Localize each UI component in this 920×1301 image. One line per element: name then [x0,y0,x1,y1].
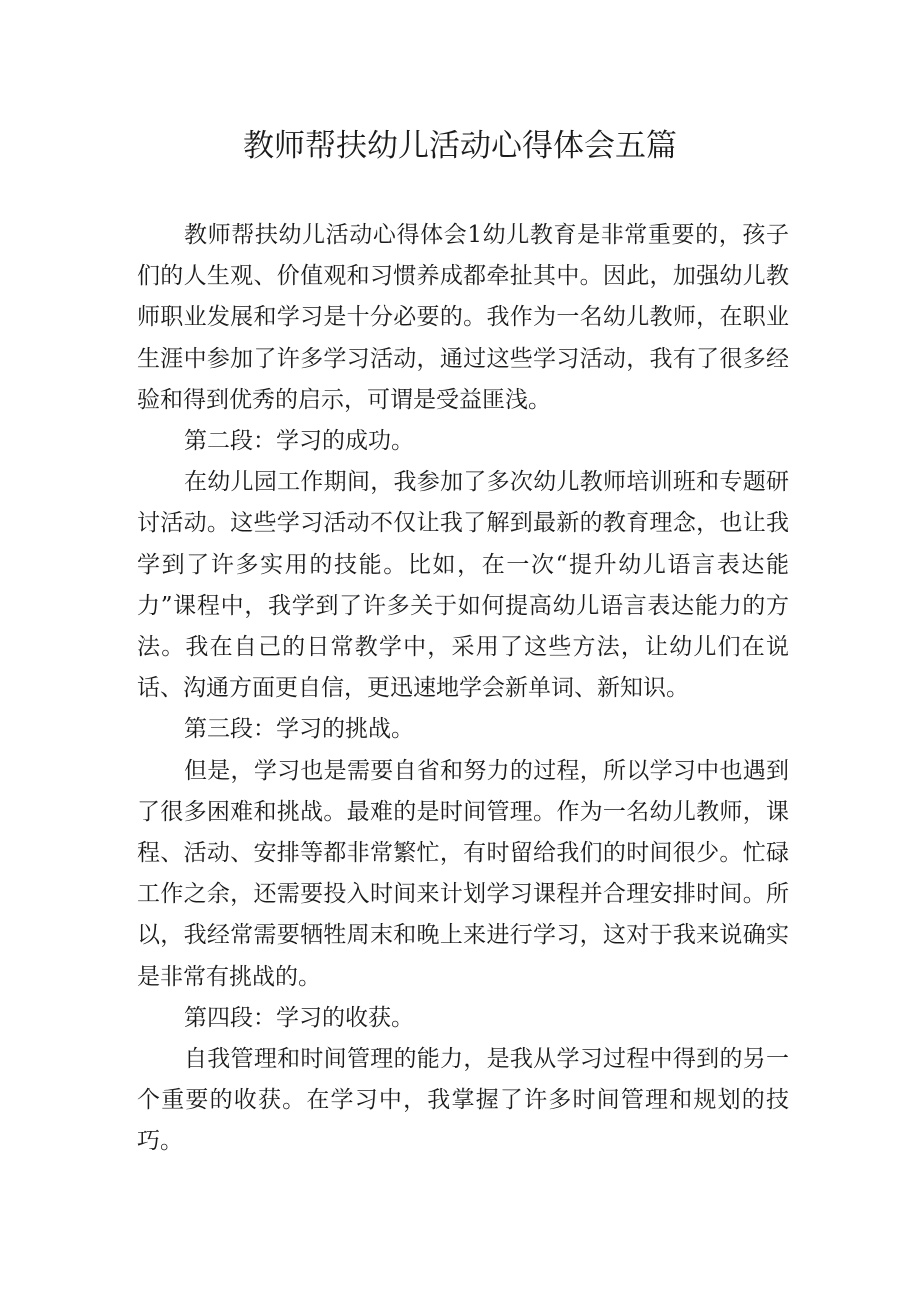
document-title: 教师帮扶幼儿活动心得体会五篇 [243,128,677,164]
paragraph-challenge: 但是，学习也是需要自省和努力的过程，所以学习中也遇到了很多困难和挑战。最难的是时间管理。作为一名幼儿教师，课程、活动、安排等都非常繁忙，有时留给我们的时间很少。忙碌工作之余，还需要投入时间来计划学习课程并合理安排时间。所以，我经常需要牺牲周末和晚上来进行学习，这对于我来说确实是非常有挑战的。 [137,757,789,990]
section-heading-2: 第二段：学习的成功。 [184,428,414,455]
section-heading-4: 第四段：学习的收获。 [184,1004,414,1031]
paragraph-success: 在幼儿园工作期间，我参加了多次幼儿教师培训班和专题研讨活动。这些学习活动不仅让我了解到最新的教育理念，也让我学到了许多实用的技能。比如，在一次“提升幼儿语言表达能力”课程中，我学到了许多关于如何提高幼儿语言表达能力的方法。我在自己的日常教学中，采用了这些方法，让幼儿们在说话、沟通方面更自信，更迅速地学会新单词、新知识。 [137,469,789,702]
paragraph-gains: 自我管理和时间管理的能力，是我从学习过程中得到的另一个重要的收获。在学习中，我掌握了许多时间管理和规划的技巧。 [137,1046,789,1155]
paragraph-intro: 教师帮扶幼儿活动心得体会1幼儿教育是非常重要的，孩子们的人生观、价值观和习惯养成都牵扯其中。因此，加强幼儿教师职业发展和学习是十分必要的。我作为一名幼儿教师，在职业生涯中参加了许多学习活动，通过这些学习活动，我有了很多经验和得到优秀的启示，可谓是受益匪浅。 [137,222,789,413]
document-body [137,215,789,1163]
section-heading-3: 第三段：学习的挑战。 [184,716,414,743]
